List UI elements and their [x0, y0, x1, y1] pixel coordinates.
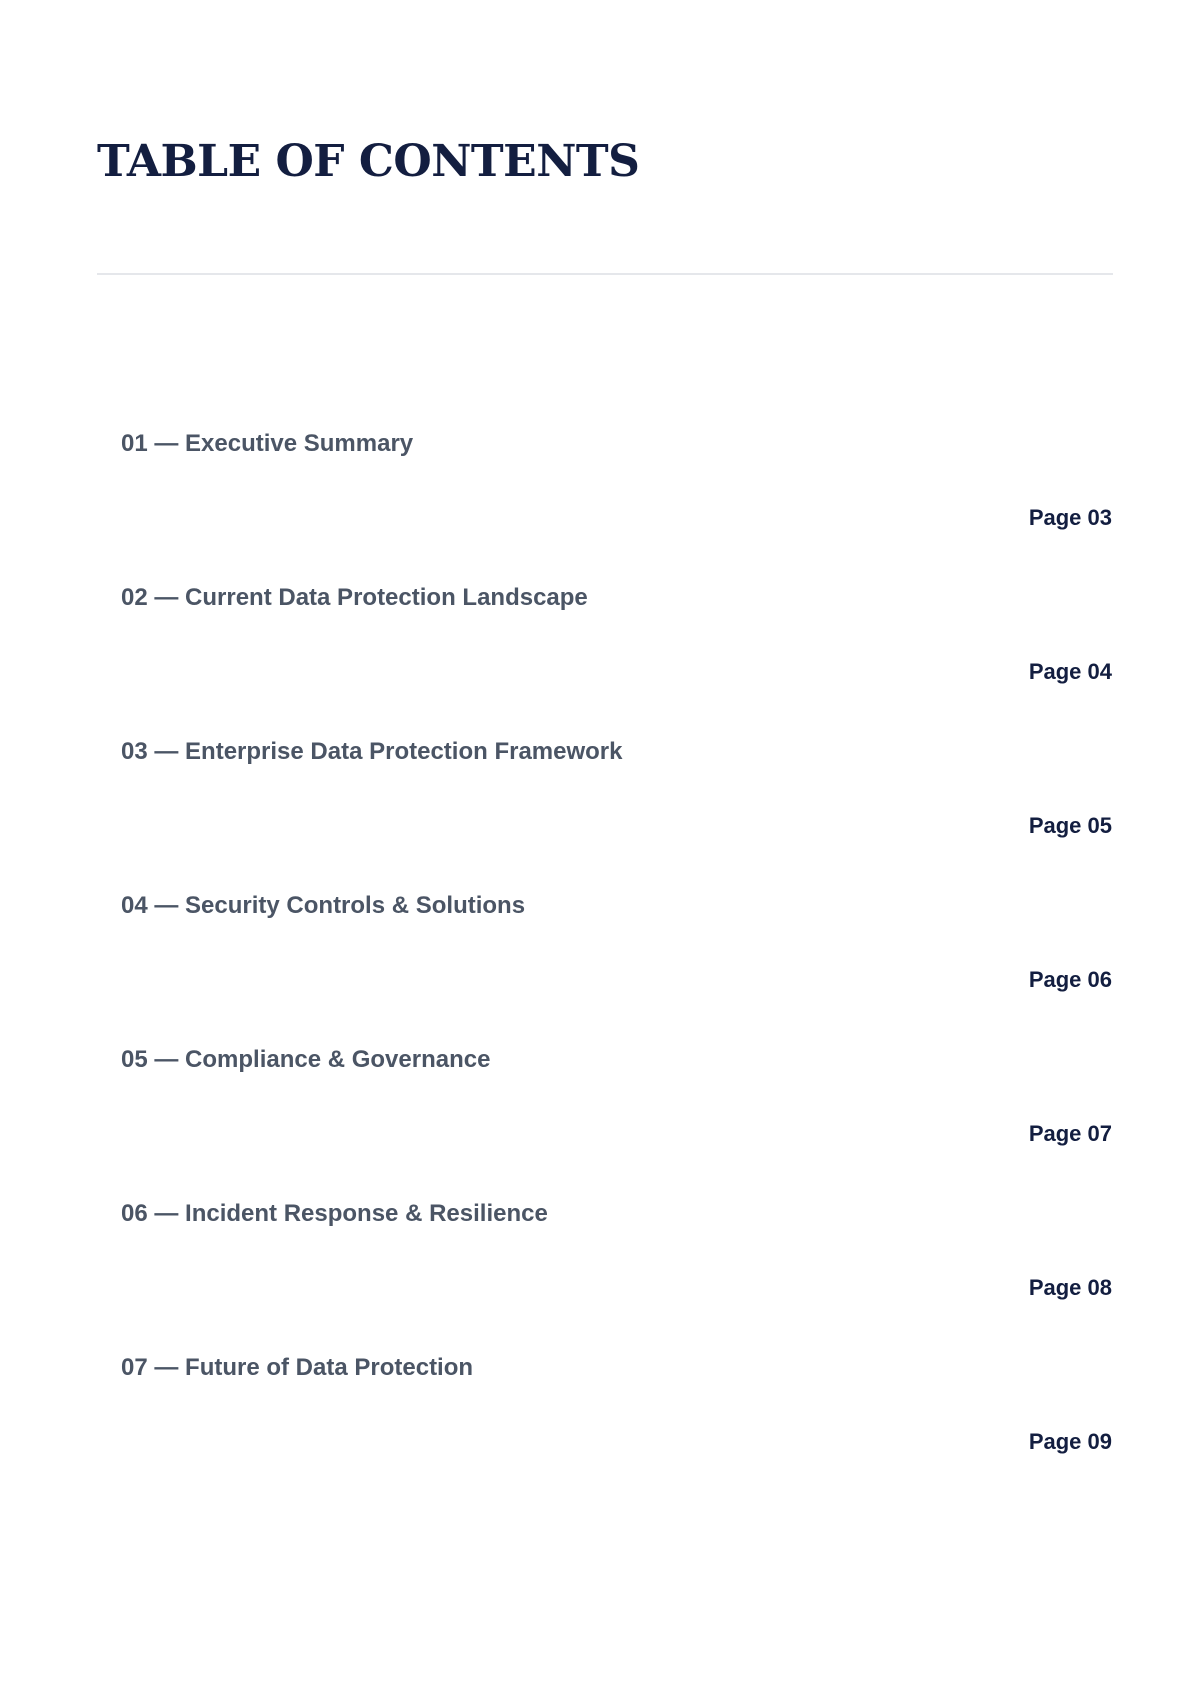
toc-entry-page-number[interactable]: Page 06	[1028, 967, 1112, 992]
toc-entry[interactable]	[0, 735, 1200, 855]
toc-entry-title[interactable]: 06 — Incident Response & Resilience	[121, 1200, 548, 1227]
toc-entry-page-number[interactable]: Page 07	[1028, 1121, 1112, 1146]
toc-entry-page-number[interactable]: Page 09	[1028, 1429, 1112, 1454]
toc-entry-title[interactable]: 04 — Security Controls & Solutions	[121, 892, 526, 919]
toc-entry-title[interactable]: 02 — Current Data Protection Landscape	[121, 584, 588, 611]
toc-entry[interactable]	[0, 1197, 1200, 1317]
toc-entry[interactable]	[0, 1351, 1200, 1471]
toc-entry[interactable]	[0, 1043, 1200, 1163]
toc-entry-page-number[interactable]: Page 03	[1028, 505, 1112, 530]
toc-entry-page-number[interactable]: Page 04	[1028, 659, 1112, 684]
toc-entry-page-number[interactable]: Page 05	[1028, 813, 1112, 838]
toc-entry-title[interactable]: 03 — Enterprise Data Protection Framework	[121, 738, 623, 765]
page-title: TABLE OF CONTENTS	[97, 136, 640, 187]
toc-entry-page-number[interactable]: Page 08	[1028, 1275, 1112, 1300]
toc-entry-title[interactable]: 07 — Future of Data Protection	[121, 1354, 474, 1381]
toc-entry[interactable]	[0, 581, 1200, 701]
title-divider	[97, 273, 1113, 275]
toc-entry[interactable]	[0, 427, 1200, 547]
toc-entry-title[interactable]: 05 — Compliance & Governance	[121, 1046, 491, 1073]
toc-entry-title[interactable]: 01 — Executive Summary	[121, 430, 414, 457]
toc-entry[interactable]	[0, 889, 1200, 1009]
